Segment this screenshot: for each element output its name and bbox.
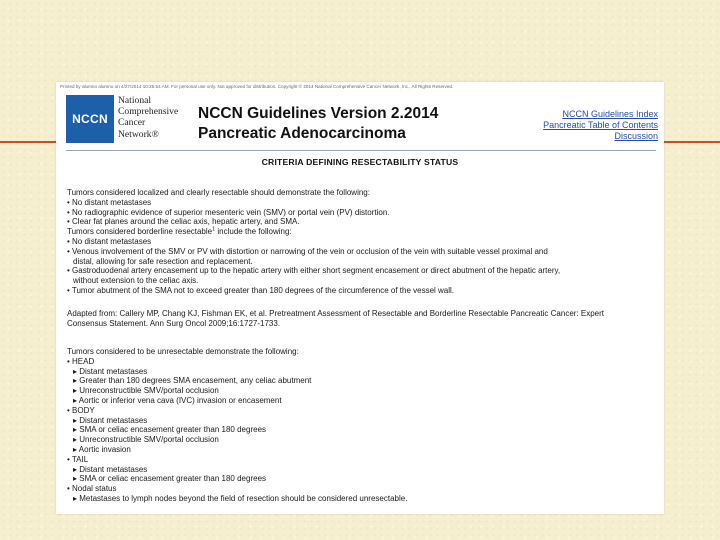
nccn-logo: NCCN (66, 95, 114, 143)
list-subitem: ▸ Unreconstructible SMV/portal occlusion (73, 435, 219, 445)
unresectable-criteria (67, 347, 657, 504)
citation-line: Adapted from: Callery MP, Chang KJ, Fishman EK, et al. Pretreatment Assessment of Resectable and Borderline Resectable Pancreatic Cancer: Expert (67, 309, 604, 318)
borderline-intro (67, 227, 657, 237)
list-subitem: ▸ Metastases to lymph nodes beyond the field of resection should be considered unresectable. (73, 493, 408, 503)
logo-line: Cancer (118, 117, 146, 129)
header-divider (66, 150, 656, 151)
list-item: • Clear fat planes around the celiac axis, hepatic artery, and SMA. (67, 217, 300, 227)
footnote-marker: 1 (212, 226, 216, 233)
list-item: • No radiographic evidence of superior mesenteric vein (SMV) or portal vein (PV) distortion. (67, 207, 390, 217)
guidelines-nav (543, 109, 658, 143)
list-subitem: ▸ Unreconstructible SMV/portal occlusion (73, 386, 219, 396)
list-subitem: ▸ Greater than 180 degrees SMA encasement, any celiac abutment (73, 376, 312, 386)
nccn-logo-wordmark (118, 95, 192, 140)
logo-line: National (118, 95, 152, 106)
citation-line: Consensus Statement. Ann Surg Oncol 2009;16:1727-1733. (67, 318, 281, 328)
list-item: • Nodal status (67, 484, 117, 494)
list-item: • Gastroduodenal artery encasement up to the hepatic artery with either short segment encasement or direct abutment of the hepatic artery, (67, 266, 561, 276)
list-item: • No distant metastases (67, 197, 152, 207)
accent-rule-left (0, 141, 56, 143)
borderline-intro-tail: include the following: (215, 227, 292, 237)
list-item: • BODY (67, 405, 95, 415)
list-subitem: ▸ Distant metastases (73, 464, 148, 474)
list-subitem: ▸ Distant metastases (73, 415, 148, 425)
logo-line: Network® (118, 128, 159, 140)
list-item-continuation: without extension to the celiac axis. (73, 276, 199, 286)
list-item: • Tumor abutment of the SMA not to exceed greater than 180 degrees of the circumference of the vessel wall. (67, 285, 455, 295)
resectability-criteria (67, 188, 657, 296)
guidelines-index-link[interactable]: NCCN Guidelines Index (562, 109, 658, 119)
unresectable-intro: Tumors considered to be unresectable demonstrate the following: (67, 347, 299, 356)
copyright-fineprint: Printed by alumno alumno on 4/27/2014 10:25:54 AM. For personal use only. Not approved for distribution. Copyright © 2014 National Comprehensive Cancer Network, Inc., All Rights Reserved. (60, 84, 454, 89)
logo-line: Comprehensive (118, 106, 179, 118)
borderline-intro-text: Tumors considered borderline resectable (67, 227, 213, 237)
list-subitem: ▸ Aortic or inferior vena cava (IVC) invasion or encasement (73, 395, 282, 405)
guidelines-title: NCCN Guidelines Version 2.2014 (198, 105, 439, 122)
list-item-continuation: distal, allowing for safe resection and replacement. (73, 256, 253, 266)
list-subitem: ▸ Aortic invasion (73, 444, 131, 454)
section-title: CRITERIA DEFINING RESECTABILITY STATUS (261, 157, 459, 167)
guidelines-subtitle: Pancreatic Adenocarcinoma (198, 125, 406, 142)
guideline-page (56, 82, 664, 514)
accent-rule-right (664, 141, 720, 143)
list-item: • Venous involvement of the SMV or PV with distortion or narrowing of the vein or occlusion of the vein with suitable vessel proximal and (67, 246, 548, 256)
citation (67, 309, 657, 329)
list-subitem: ▸ Distant metastases (73, 366, 148, 376)
list-item: • TAIL (67, 454, 89, 464)
list-subitem: ▸ SMA or celiac encasement greater than 180 degrees (73, 474, 267, 484)
discussion-link[interactable]: Discussion (614, 131, 658, 142)
table-of-contents-link[interactable]: Pancreatic Table of Contents (543, 120, 658, 131)
list-item: • No distant metastases (67, 236, 152, 246)
resectable-intro: Tumors considered localized and clearly resectable should demonstrate the following: (67, 188, 370, 197)
list-item: • HEAD (67, 356, 95, 366)
list-subitem: ▸ SMA or celiac encasement greater than 180 degrees (73, 425, 267, 435)
